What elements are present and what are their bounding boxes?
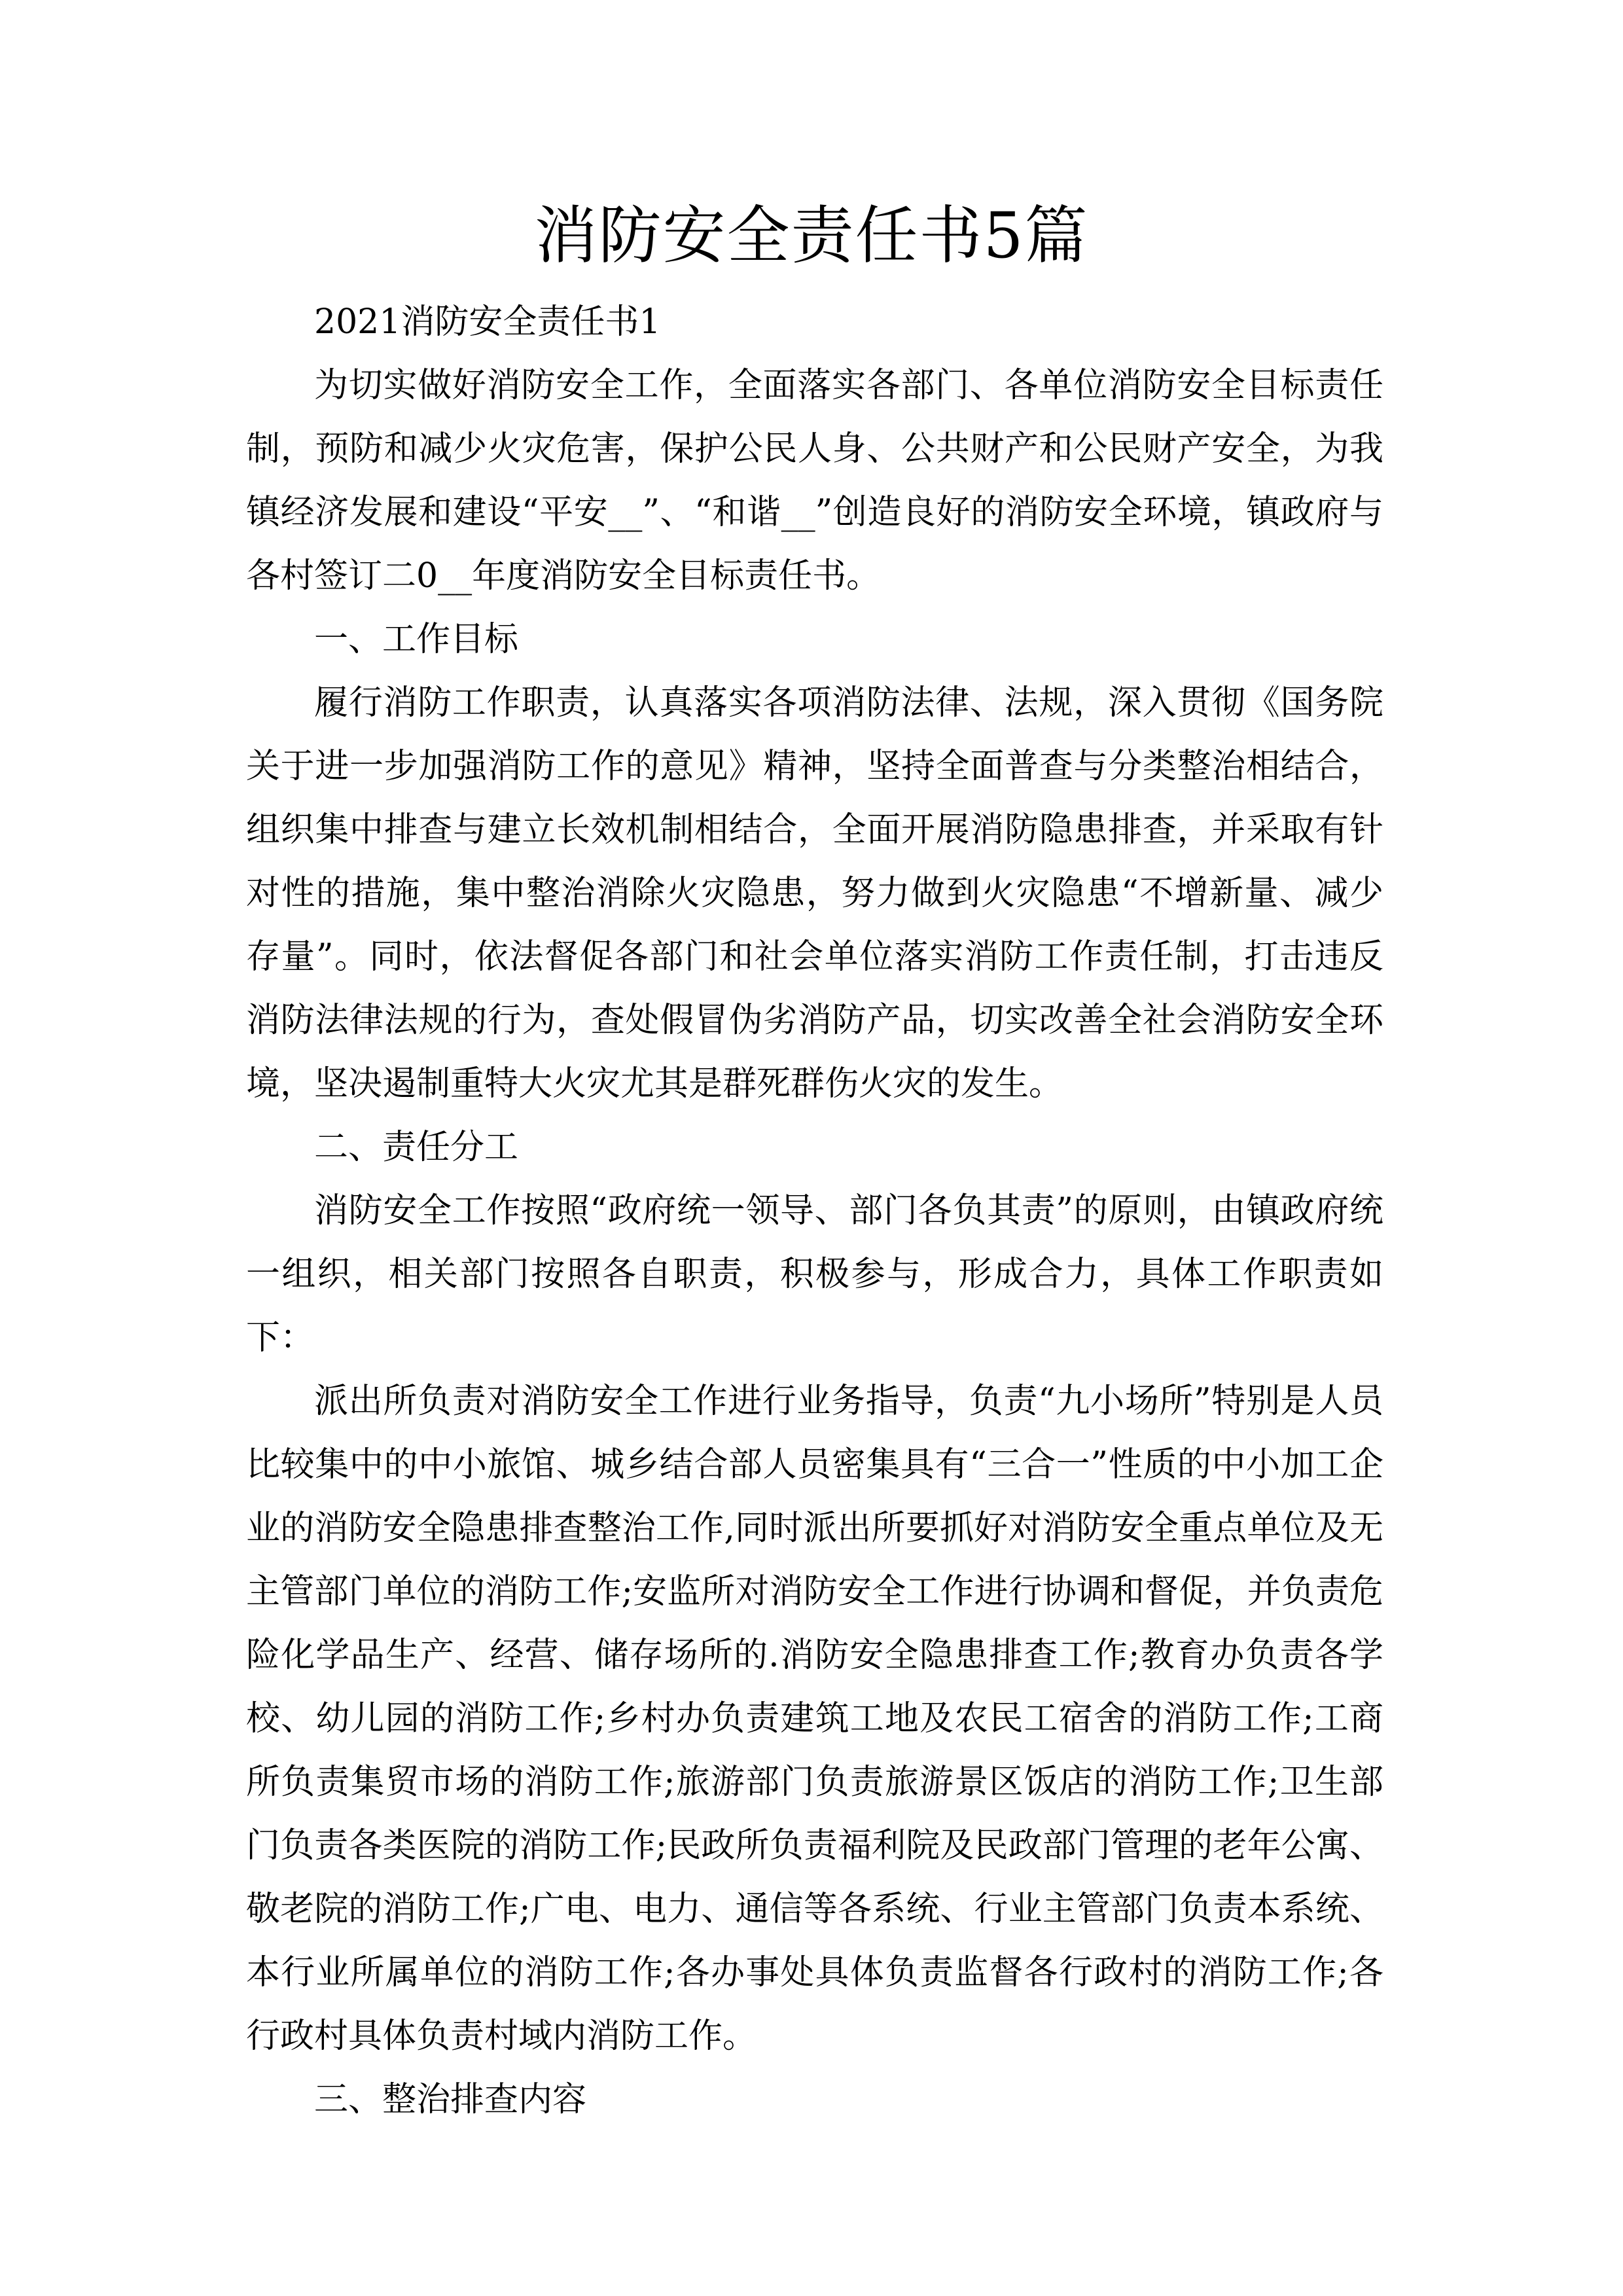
document-body xyxy=(246,291,1383,2132)
section-heading-work-goals: 一、工作目标 xyxy=(314,620,519,659)
section-heading-inspection-content: 三、整治排查内容 xyxy=(314,2080,587,2119)
document-subtitle: 2021消防安全责任书1 xyxy=(314,302,661,342)
paragraph-work-goals: 履行消防工作职责，认真落实各项消防法律、法规，深入贯彻《国务院关于进一步加强消防工作的意见》精神，坚持全面普查与分类整治相结合，组织集中排查与建立长效机制相结合，全面开展消防隐患排查，并采取有针对性的措施，集中整治消除火灾隐患，努力做到火灾隐患“不增新量、减少存量”。同时，依法督促各部门和社会单位落实消防工作责任制，打击违反消防法律法规的行为，查处假冒伪劣消防产品，切实改善全社会消防安全环境，坚决遏制重特大火灾尤其是群死群伤火灾的发生。 xyxy=(246,683,1383,1103)
section-heading-responsibility-division: 二、责任分工 xyxy=(314,1128,519,1167)
paragraph-intro: 为切实做好消防安全工作，全面落实各部门、各单位消防安全目标责任制，预防和减少火灾危害，保护公民人身、公共财产和公民财产安全，为我镇经济发展和建设“平安__”、“和谐__”创造良好的消防安全环境，镇政府与各村签订二0__年度消防安全目标责任书。 xyxy=(246,366,1383,596)
paragraph-responsibility-principle: 消防安全工作按照“政府统一领导、部门各负其责”的原则，由镇政府统一组织，相关部门按照各自职责，积极参与，形成合力，具体工作职责如下： xyxy=(246,1191,1383,1357)
paragraph-department-duties: 派出所负责对消防安全工作进行业务指导，负责“九小场所”特别是人员比较集中的中小旅馆、城乡结合部人员密集具有“三合一”性质的中小加工企业的消防安全隐患排查整治工作,同时派出所要抓好对消防安全重点单位及无主管部门单位的消防工作;安监所对消防安全工作进行协调和督促，并负责危险化学品生产、经营、储存场所的.消防安全隐患排查工作;教育办负责各学校、幼儿园的消防工作;乡村办负责建筑工地及农民工宿舍的消防工作;工商所负责集贸市场的消防工作;旅游部门负责旅游景区饭店的消防工作;卫生部门负责各类医院的消防工作;民政所负责福利院及民政部门管理的老年公寓、敬老院的消防工作;广电、电力、通信等各系统、行业主管部门负责本系统、本行业所属单位的消防工作;各办事处具体负责监督各行政村的消防工作;各行政村具体负责村域内消防工作。 xyxy=(246,1382,1383,2056)
document-title: 消防安全责任书5篇 xyxy=(534,199,1089,272)
